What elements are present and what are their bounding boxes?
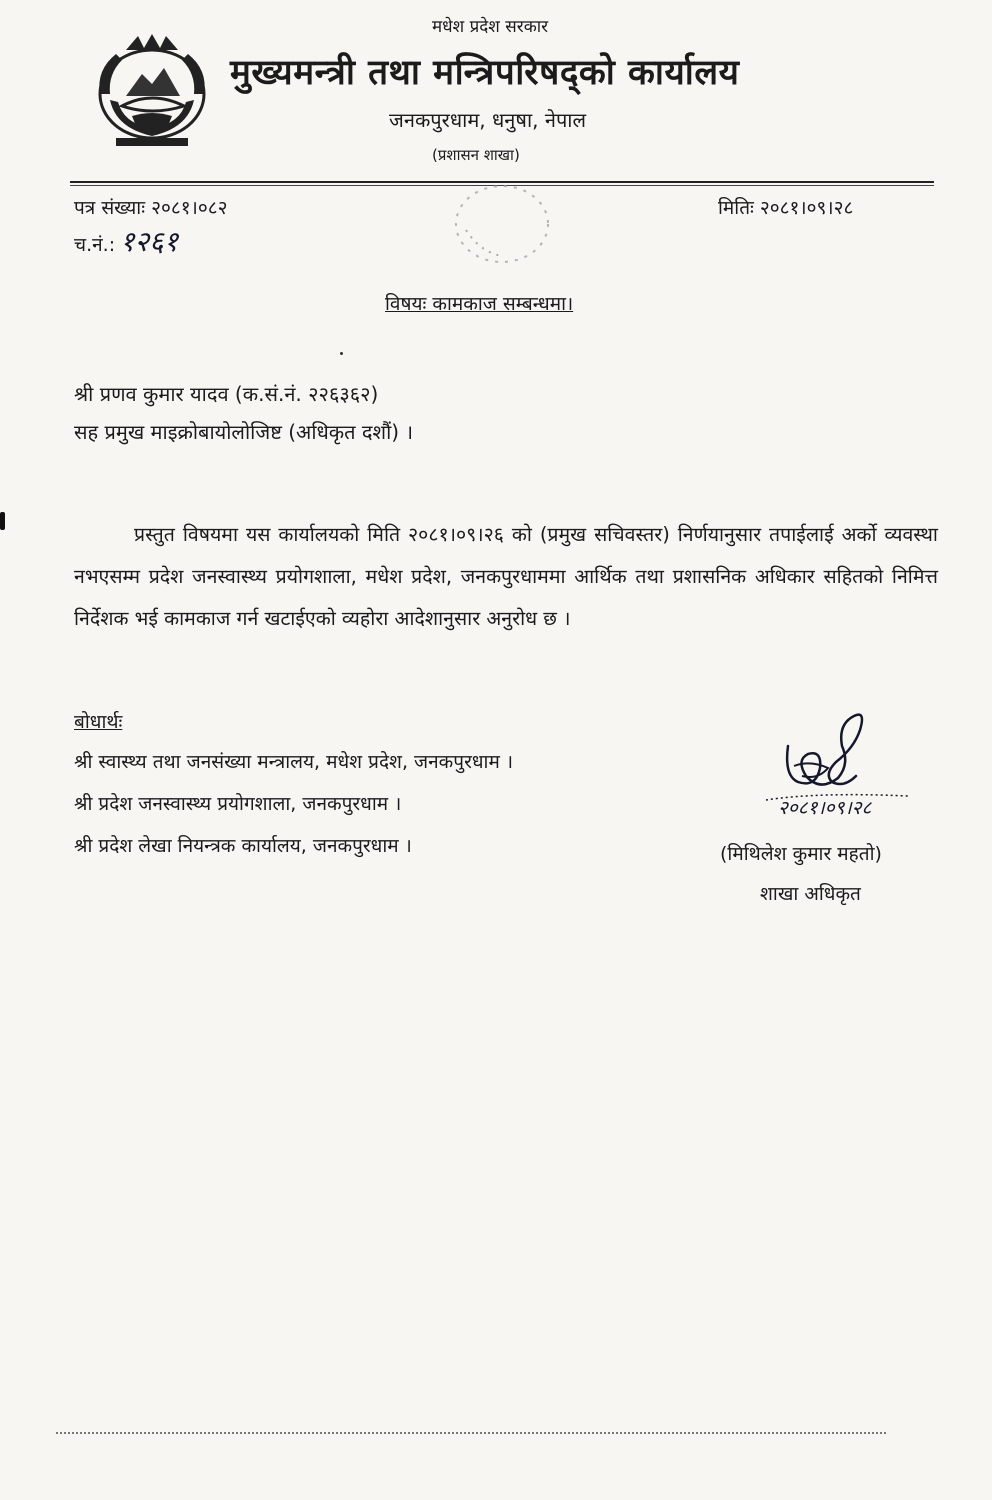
office-address: जनकपुरधाम, धनुषा, नेपाल bbox=[389, 108, 587, 132]
addressee-name: श्री प्रणव कुमार यादव (क.सं.नं. २२६३६२) bbox=[74, 382, 379, 406]
bottom-dotted-line bbox=[56, 1432, 886, 1434]
addressee-designation: सह प्रमुख माइक्रोबायोलोजिष्ट (अधिकृत दशौं) । bbox=[74, 420, 414, 444]
paper-mark bbox=[0, 512, 5, 530]
nepal-emblem-icon bbox=[86, 30, 218, 150]
office-stamp-icon bbox=[440, 178, 570, 274]
cc-label: बोधार्थः bbox=[74, 711, 123, 733]
dispatch-number-label: च.नं.: bbox=[74, 234, 116, 256]
paper-speck bbox=[340, 352, 343, 355]
letter-body: प्रस्तुत विषयमा यस कार्यालयको मिति २०८१।०९।२६ को (प्रमुख सचिवस्तर) निर्णयानुसार तपाईलाई अर्को व्यवस्था नभएसम्म प्रदेश जनस्वास्थ्य प्रयोगशाला, मधेश प्रदेश, जनकपुरधाममा आर्थिक तथा प्रशासनिक अधिकार सहितको निमित्त निर्देशक भई कामकाज गर्न खटाईएको व्यहोरा आदेशानुसार अनुरोध छ । bbox=[74, 523, 938, 630]
signature-date: २०८१।०९।२८ bbox=[778, 797, 872, 819]
cc-item: श्री प्रदेश जनस्वास्थ्य प्रयोगशाला, जनकपुरधाम । bbox=[74, 793, 402, 815]
dispatch-number: १२६१ bbox=[120, 225, 179, 258]
subject-line: विषयः कामकाज सम्बन्धमा। bbox=[385, 293, 574, 315]
letter-date: मितिः २०८१।०९।२८ bbox=[718, 197, 854, 219]
cc-item: श्री प्रदेश लेखा नियन्त्रक कार्यालय, जनकपुरधाम । bbox=[74, 835, 412, 857]
cc-item: श्री स्वास्थ्य तथा जनसंख्या मन्त्रालय, मधेश प्रदेश, जनकपुरधाम । bbox=[74, 751, 514, 773]
office-name: मुख्यमन्त्री तथा मन्त्रिपरिषद्को कार्यालय bbox=[230, 53, 740, 93]
branch-name: (प्रशासन शाखा) bbox=[432, 146, 520, 164]
signatory-name: (मिथिलेश कुमार महतो) bbox=[720, 843, 882, 865]
letter-number: पत्र संख्याः २०८१।०८२ bbox=[74, 197, 228, 219]
signatory-title: शाखा अधिकृत bbox=[760, 883, 861, 905]
government-name: मधेश प्रदेश सरकार bbox=[432, 17, 549, 37]
